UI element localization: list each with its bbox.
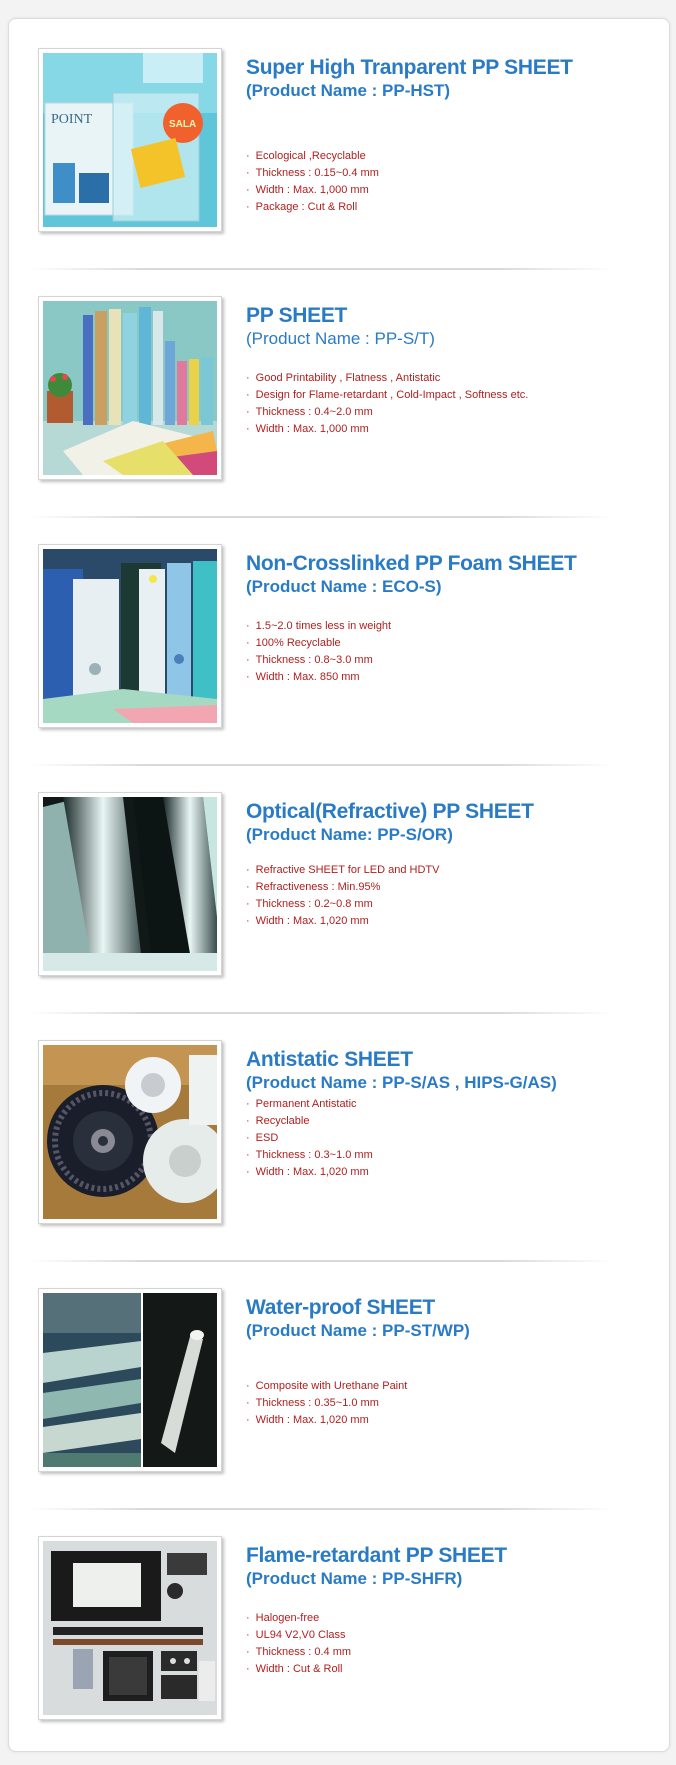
product-card — [28, 22, 648, 270]
product-title: Optical(Refractive) PP SHEET — [246, 800, 534, 823]
spec-text: Width : Max. 1,020 mm — [255, 915, 369, 927]
spec-text: Width : Max. 850 mm — [255, 671, 360, 683]
image-text-badge: SALA — [169, 119, 197, 130]
bullet: · — [246, 150, 250, 162]
bullet: · — [246, 637, 250, 649]
product-image — [38, 1040, 222, 1224]
spec-item — [246, 862, 439, 879]
pp-sheet-binders-photo — [43, 301, 217, 475]
spec-text: Thickness : 0.4 mm — [255, 1646, 352, 1658]
spec-item — [246, 1644, 351, 1661]
spec-list — [246, 148, 379, 216]
bullet: · — [246, 1380, 250, 1392]
bullet: · — [246, 1612, 250, 1624]
bullet: · — [246, 1166, 250, 1178]
spec-item — [246, 913, 439, 930]
product-name: (Product Name : PP-HST) — [246, 81, 451, 100]
product-card — [28, 518, 648, 766]
spec-text: Thickness : 0.8~3.0 mm — [255, 654, 373, 666]
antistatic-reels-photo — [43, 1045, 217, 1219]
spec-item — [246, 1610, 351, 1627]
bullet: · — [246, 372, 250, 384]
product-title: Antistatic SHEET — [246, 1048, 413, 1071]
product-name: (Product Name : PP-S/AS , HIPS-G/AS) — [246, 1073, 557, 1092]
spec-item — [246, 387, 528, 404]
product-title: Water-proof SHEET — [246, 1296, 435, 1319]
bullet: · — [246, 1646, 250, 1658]
bullet: · — [246, 671, 250, 683]
optical-sheet-light-photo — [43, 797, 217, 971]
spec-item — [246, 148, 379, 165]
bullet: · — [246, 1098, 250, 1110]
spec-text: Thickness : 0.35~1.0 mm — [255, 1397, 379, 1409]
spec-text: Width : Cut & Roll — [255, 1663, 343, 1675]
spec-item — [246, 879, 439, 896]
spec-list — [246, 370, 528, 438]
spec-text: Good Printability , Flatness , Antistatic — [255, 372, 441, 384]
product-card — [28, 1014, 648, 1262]
bullet: · — [246, 1663, 250, 1675]
spec-text: UL94 V2,V0 Class — [255, 1629, 346, 1641]
spec-text: Width : Max. 1,020 mm — [255, 1414, 369, 1426]
product-image — [38, 48, 222, 232]
spec-text: Refractive SHEET for LED and HDTV — [255, 864, 440, 876]
spec-item — [246, 182, 379, 199]
spec-text: 100% Recyclable — [255, 637, 341, 649]
bullet: · — [246, 184, 250, 196]
spec-text: Thickness : 0.3~1.0 mm — [255, 1149, 373, 1161]
spec-text: Halogen-free — [255, 1612, 320, 1624]
bullet: · — [246, 201, 250, 213]
spec-item — [246, 1130, 373, 1147]
spec-item — [246, 1096, 373, 1113]
bullet: · — [246, 620, 250, 632]
bullet: · — [246, 1414, 250, 1426]
spec-text: Recyclable — [255, 1115, 310, 1127]
bullet: · — [246, 1132, 250, 1144]
spec-text: Thickness : 0.4~2.0 mm — [255, 406, 373, 418]
spec-text: Composite with Urethane Paint — [255, 1380, 408, 1392]
spec-item — [246, 404, 528, 421]
spec-text: Thickness : 0.15~0.4 mm — [255, 167, 379, 179]
product-card — [28, 766, 648, 1014]
spec-text: ESD — [255, 1132, 279, 1144]
waterproof-sheet-photo — [43, 1293, 217, 1467]
product-image — [38, 1288, 222, 1472]
spec-item — [246, 669, 391, 686]
transparent-sheet-photo — [43, 53, 217, 227]
spec-item — [246, 1164, 373, 1181]
product-image — [38, 792, 222, 976]
product-name: (Product Name: PP-S/OR) — [246, 825, 453, 844]
spec-list — [246, 1610, 351, 1678]
spec-item — [246, 1395, 407, 1412]
spec-item — [246, 1147, 373, 1164]
foam-sheet-binders-photo — [43, 549, 217, 723]
spec-item — [246, 165, 379, 182]
spec-list — [246, 862, 439, 930]
product-card — [28, 1262, 648, 1510]
product-image — [38, 1536, 222, 1720]
product-name: (Product Name : PP-SHFR) — [246, 1569, 463, 1588]
bullet: · — [246, 881, 250, 893]
spec-item — [246, 1378, 407, 1395]
product-title: Flame-retardant PP SHEET — [246, 1544, 507, 1567]
spec-item — [246, 199, 379, 216]
product-image — [38, 544, 222, 728]
spec-text: Width : Max. 1,000 mm — [255, 423, 369, 435]
product-card — [28, 1510, 648, 1758]
spec-list — [246, 618, 391, 686]
bullet: · — [246, 423, 250, 435]
product-title: Super High Tranparent PP SHEET — [246, 56, 573, 79]
image-text-point: POINT — [51, 112, 93, 127]
spec-item — [246, 1113, 373, 1130]
product-card — [28, 270, 648, 518]
bullet: · — [246, 915, 250, 927]
spec-text: Width : Max. 1,020 mm — [255, 1166, 369, 1178]
bullet: · — [246, 864, 250, 876]
spec-text: 1.5~2.0 times less in weight — [255, 620, 392, 632]
spec-text: Package : Cut & Roll — [255, 201, 358, 213]
spec-text: Thickness : 0.2~0.8 mm — [255, 898, 373, 910]
spec-item — [246, 635, 391, 652]
spec-item — [246, 652, 391, 669]
product-title: Non-Crosslinked PP Foam SHEET — [246, 552, 577, 575]
bullet: · — [246, 898, 250, 910]
bullet: · — [246, 406, 250, 418]
bullet: · — [246, 1149, 250, 1161]
spec-item — [246, 370, 528, 387]
spec-text: Design for Flame-retardant , Cold-Impact , Softness etc. — [255, 389, 529, 401]
product-name: (Product Name : PP-S/T) — [246, 329, 435, 348]
product-name: (Product Name : PP-ST/WP) — [246, 1321, 470, 1340]
product-title: PP SHEET — [246, 304, 348, 327]
bullet: · — [246, 167, 250, 179]
spec-text: Refractiveness : Min.95% — [255, 881, 381, 893]
spec-text: Permanent Antistatic — [255, 1098, 357, 1110]
bullet: · — [246, 654, 250, 666]
bullet: · — [246, 389, 250, 401]
product-image — [38, 296, 222, 480]
bullet: · — [246, 1629, 250, 1641]
bullet: · — [246, 1115, 250, 1127]
spec-item — [246, 1661, 351, 1678]
bullet: · — [246, 1397, 250, 1409]
spec-list — [246, 1096, 373, 1181]
spec-list — [246, 1378, 407, 1429]
spec-item — [246, 896, 439, 913]
spec-item — [246, 1627, 351, 1644]
spec-text: Ecological ,Recyclable — [255, 150, 366, 162]
spec-item — [246, 421, 528, 438]
spec-item — [246, 618, 391, 635]
spec-item — [246, 1412, 407, 1429]
flame-retardant-panels-photo — [43, 1541, 217, 1715]
spec-text: Width : Max. 1,000 mm — [255, 184, 369, 196]
product-name: (Product Name : ECO-S) — [246, 577, 442, 596]
